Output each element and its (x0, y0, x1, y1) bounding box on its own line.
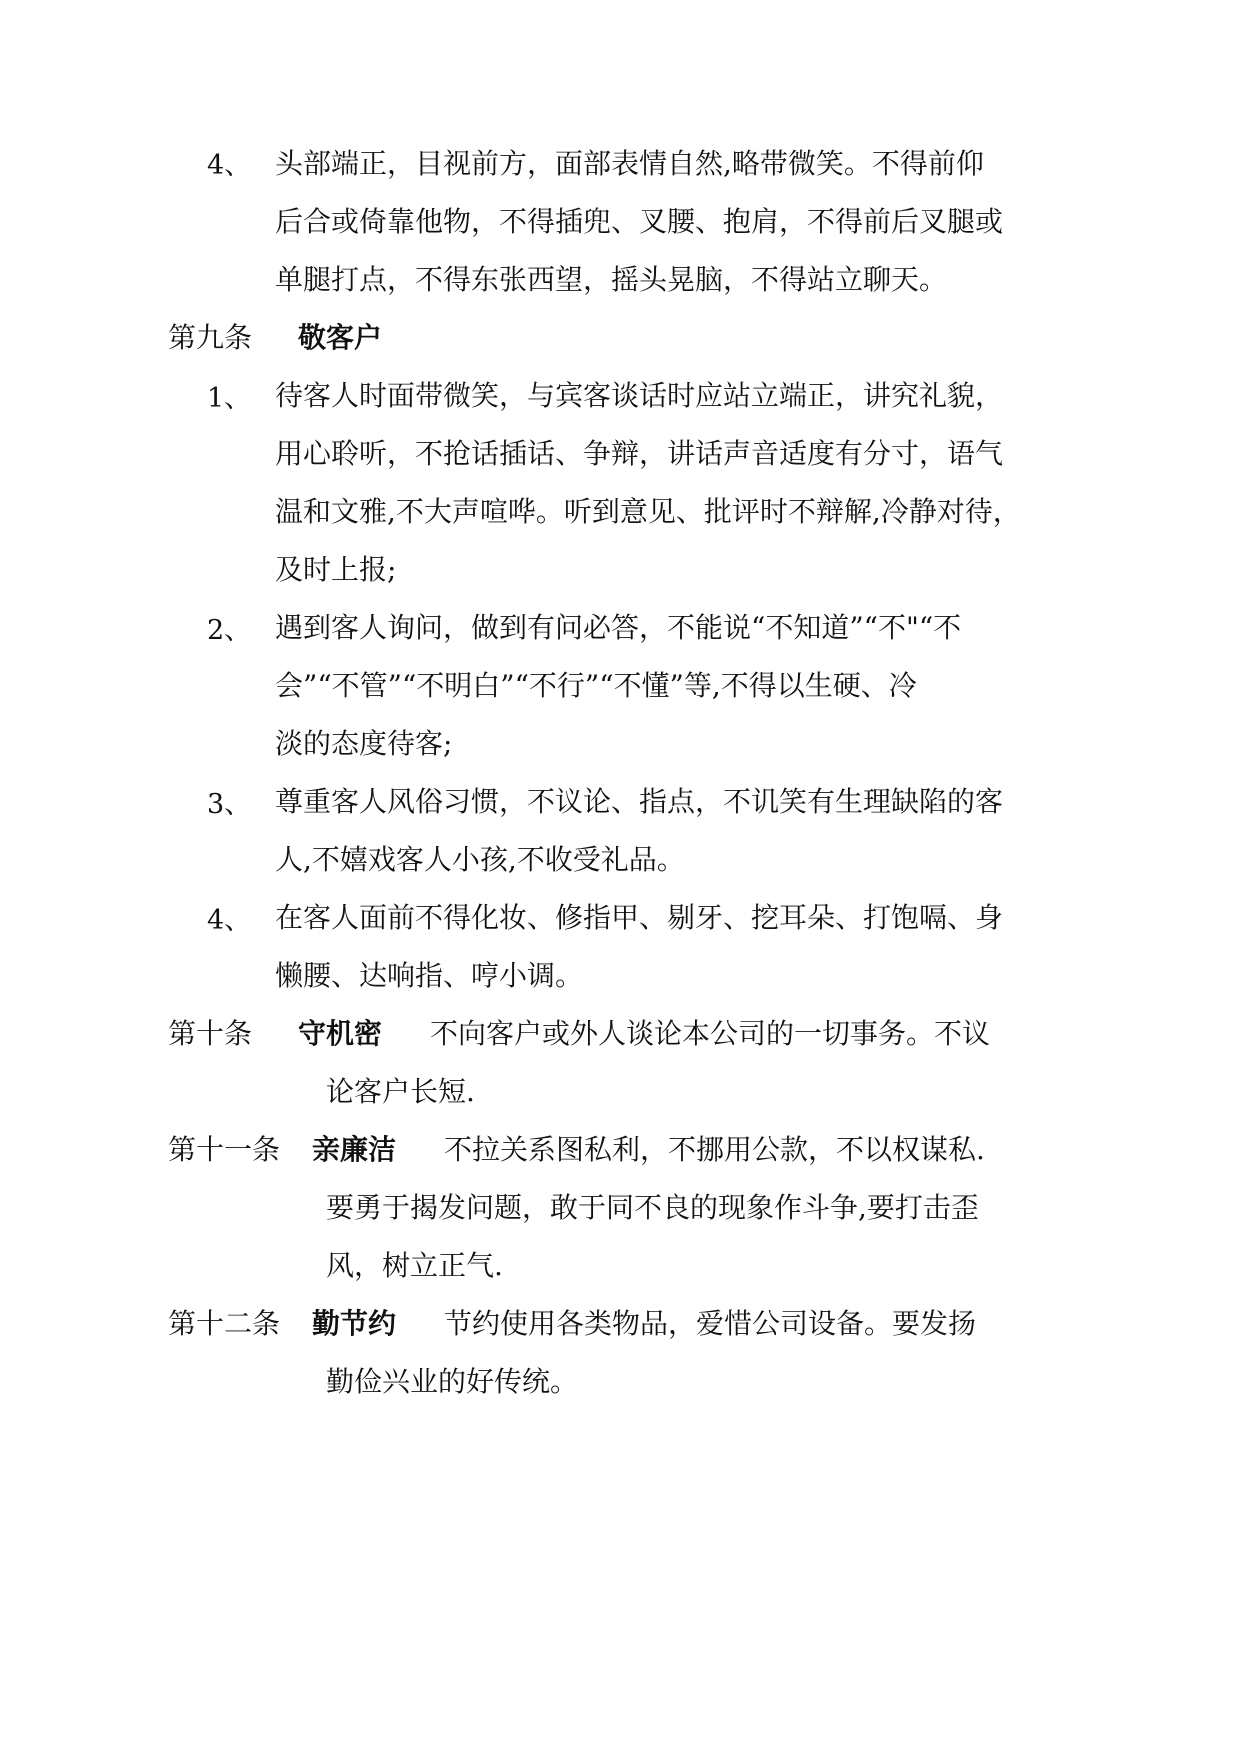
body-line: 人,不嬉戏客人小孩,不收受礼品。 (275, 843, 685, 876)
body-line: 论客户长短. (326, 1075, 475, 1108)
article-label: 第十一条 (168, 1133, 281, 1166)
body-line: 后合或倚靠他物，不得插兜、叉腰、抱肩，不得前后叉腿或 (275, 205, 1004, 238)
item-number: 2、 (207, 615, 252, 646)
body-line: 在客人面前不得化妆、修指甲、剔牙、挖耳朵、打饱嗝、身 (275, 901, 1004, 934)
body-line: 单腿打点，不得东张西望，摇头晃脑，不得站立聊天。 (275, 263, 948, 296)
body-line: 要勇于揭发问题，敢于同不良的现象作斗争,要打击歪 (326, 1191, 979, 1224)
body-line: 不向客户或外人谈论本公司的一切事务。不议 (430, 1017, 991, 1050)
article-label: 第十条 (168, 1017, 253, 1050)
article-title: 敬客户 (298, 321, 383, 354)
item-number: 4、 (207, 150, 252, 181)
article-label: 第九条 (168, 321, 253, 354)
article-label: 第十二条 (168, 1307, 281, 1340)
body-line: 会”“不管”“不明白”“不行”“不懂”等,不得以生硬、冷 (275, 669, 917, 702)
item-number: 3、 (207, 789, 252, 820)
article-title: 守机密 (298, 1017, 383, 1050)
body-line: 节约使用各类物品，爱惜公司设备。要发扬 (444, 1307, 977, 1340)
body-line: 遇到客人询问，做到有问必答，不能说“不知道”“不"“不 (275, 611, 962, 644)
body-line: 懒腰、达响指、哼小调。 (275, 959, 584, 992)
item-number: 4、 (207, 905, 252, 936)
article-title: 勤节约 (312, 1307, 397, 1340)
body-line: 尊重客人风俗习惯，不议论、指点，不讥笑有生理缺陷的客 (275, 785, 1004, 818)
body-line: 待客人时面带微笑，与宾客谈话时应站立端正，讲究礼貌， (275, 379, 1004, 412)
body-line: 头部端正，目视前方，面部表情自然,略带微笑。不得前仰 (275, 147, 984, 180)
article-title: 亲廉洁 (312, 1133, 397, 1166)
body-line: 温和文雅,不大声喧哗。听到意见、批评时不辩解,冷静对待， (275, 495, 1021, 528)
body-line: 风，树立正气. (326, 1249, 503, 1282)
body-line: 不拉关系图私利，不挪用公款，不以权谋私. (444, 1133, 985, 1166)
body-line: 勤俭兴业的好传统。 (326, 1365, 579, 1398)
body-line: 用心聆听，不抢话插话、争辩，讲话声音适度有分寸，语气 (275, 437, 1004, 470)
body-line: 淡的态度待客; (275, 727, 453, 760)
item-number: 1、 (207, 383, 252, 414)
body-line: 及时上报; (275, 553, 397, 586)
